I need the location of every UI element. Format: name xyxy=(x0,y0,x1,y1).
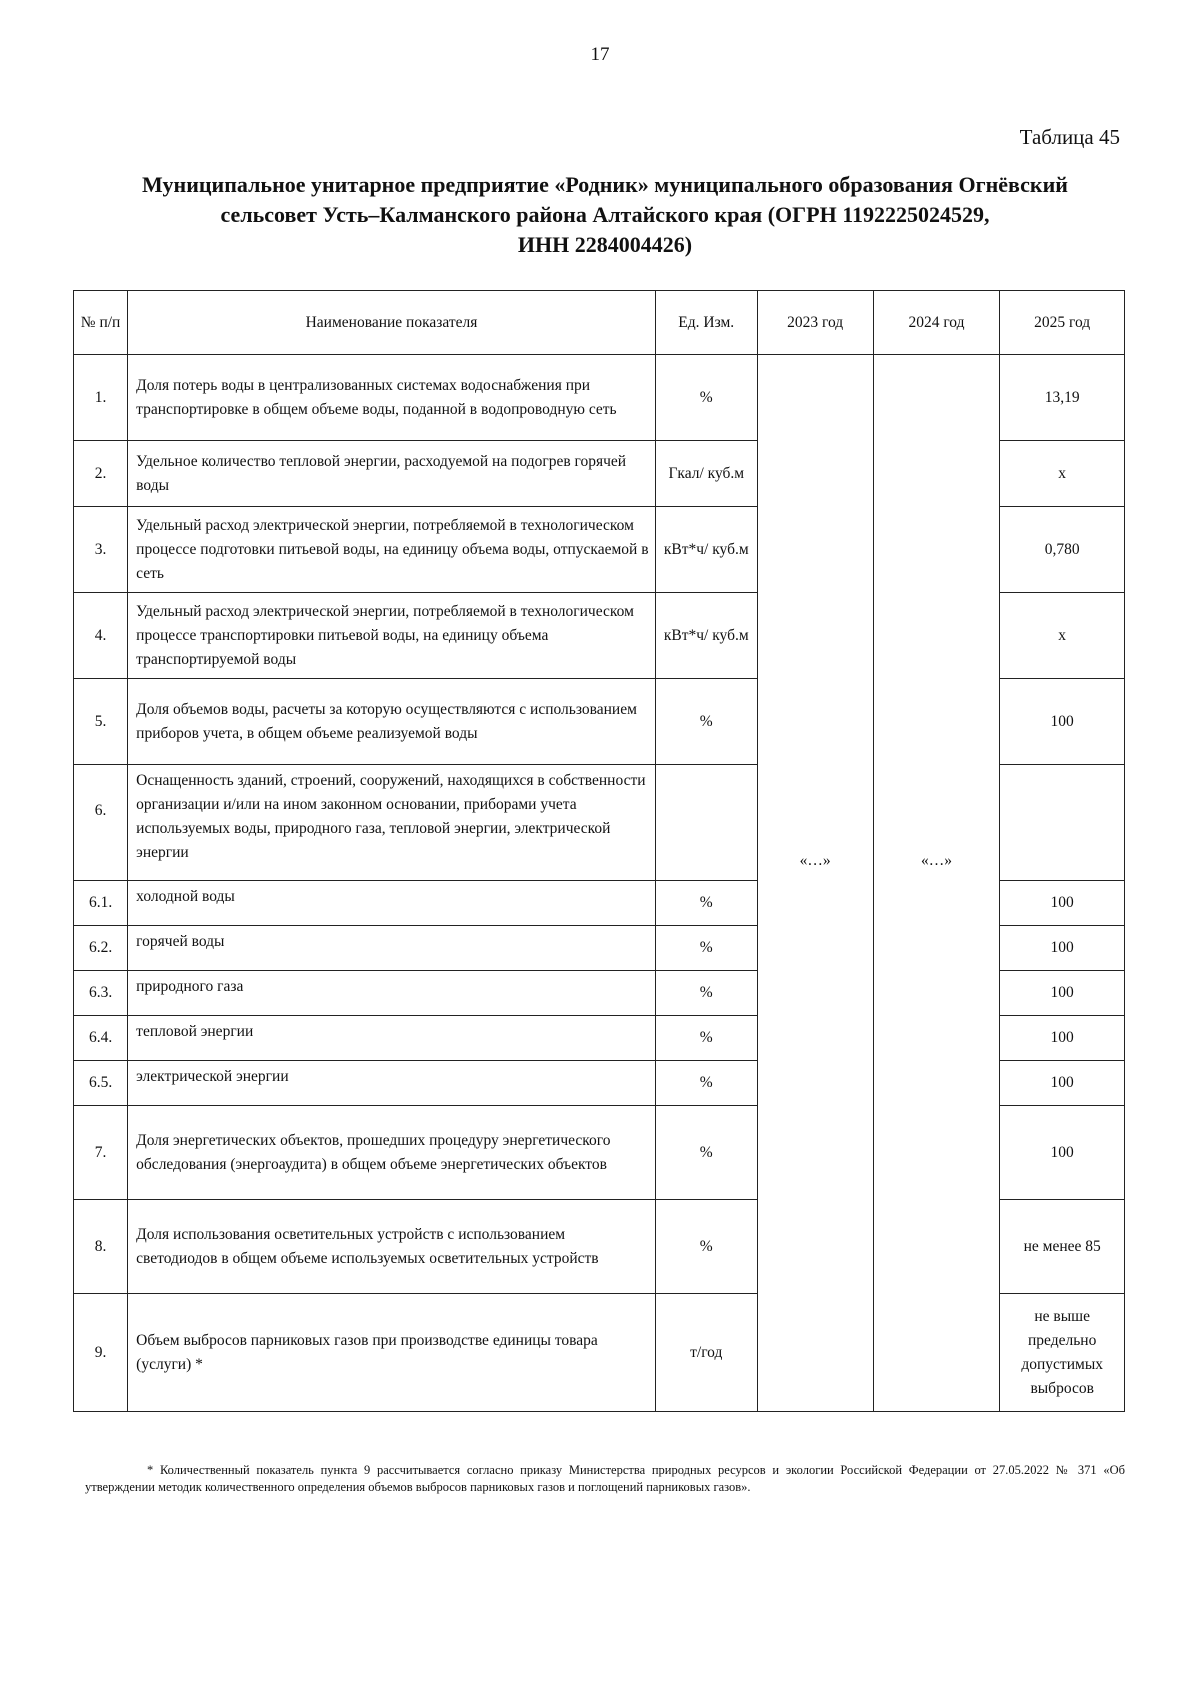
header-2023: 2023 год xyxy=(757,291,873,355)
row-num: 6.5. xyxy=(74,1061,128,1106)
row-value-2025: 100 xyxy=(1000,926,1125,971)
row-value-2025: 100 xyxy=(1000,1106,1125,1200)
title-line: сельсовет Усть–Калманского района Алтайского края (ОГРН 1192225024529, xyxy=(220,202,990,227)
row-name: Доля потерь воды в централизованных системах водоснабжения при транспортировке в общем объеме воды, поданной в водопроводную сеть xyxy=(128,355,656,441)
footnote: * Количественный показатель пункта 9 рассчитывается согласно приказу Министерства природных ресурсов и экологии Российской Федерации от 27.05.2022 № 371 «Об утверждении методик количественного определения объемов выбросов парниковых газов и поглощений парниковых газов». xyxy=(85,1463,1125,1494)
row-num: 3. xyxy=(74,507,128,593)
row-unit: % xyxy=(655,971,757,1016)
row-num: 6.2. xyxy=(74,926,128,971)
row-num: 6. xyxy=(74,765,128,881)
row-value-2025 xyxy=(1000,765,1125,881)
merged-2023-cell: «…» xyxy=(757,355,873,1412)
row-unit: кВт*ч/ куб.м xyxy=(655,507,757,593)
row-name: Удельный расход электрической энергии, потребляемой в технологическом процессе подготовки питьевой воды, на единицу объема воды, отпускаемой в сеть xyxy=(128,507,656,593)
title-line: Муниципальное унитарное предприятие «Родник» муниципального образования Огнёвский xyxy=(142,172,1068,197)
row-unit: % xyxy=(655,1200,757,1294)
row-name: Доля энергетических объектов, прошедших процедуру энергетического обследования (энергоаудита) в общем объеме энергетических объектов xyxy=(128,1106,656,1200)
row-name: природного газа xyxy=(128,971,656,1016)
row-value-2025: 100 xyxy=(1000,971,1125,1016)
table-caption: Таблица 45 xyxy=(1019,125,1120,149)
row-unit: Гкал/ куб.м xyxy=(655,441,757,507)
title-line: ИНН 2284004426) xyxy=(517,232,693,257)
row-value-2025: 100 xyxy=(1000,679,1125,765)
indicators-table xyxy=(73,290,1125,1412)
row-name: Доля использования осветительных устройств с использованием светодиодов в общем объеме используемых осветительных устройств xyxy=(128,1200,656,1294)
merged-2024-cell: «…» xyxy=(873,355,1000,1412)
row-num: 8. xyxy=(74,1200,128,1294)
header-2025: 2025 год xyxy=(1000,291,1125,355)
row-unit: % xyxy=(655,881,757,926)
row-value-2025: не менее 85 xyxy=(1000,1200,1125,1294)
row-name: Удельное количество тепловой энергии, расходуемой на подогрев горячей воды xyxy=(128,441,656,507)
row-name: Оснащенность зданий, строений, сооружений, находящихся в собственности организации и/или на ином законном основании, приборами учета используемых воды, природного газа, тепловой энергии, электрической энергии xyxy=(128,765,656,881)
row-value-2025: 100 xyxy=(1000,881,1125,926)
table-row xyxy=(74,355,1125,441)
table-header-row xyxy=(74,291,1125,355)
row-unit: % xyxy=(655,1106,757,1200)
row-unit xyxy=(655,765,757,881)
row-value-2025: х xyxy=(1000,441,1125,507)
row-num: 7. xyxy=(74,1106,128,1200)
row-value-2025: не выше предельно допустимых выбросов xyxy=(1000,1294,1125,1412)
row-name: Объем выбросов парниковых газов при производстве единицы товара (услуги) * xyxy=(128,1294,656,1412)
row-num: 9. xyxy=(74,1294,128,1412)
row-unit: % xyxy=(655,679,757,765)
row-value-2025: 100 xyxy=(1000,1061,1125,1106)
page-number: 17 xyxy=(590,44,610,65)
row-value-2025: 13,19 xyxy=(1000,355,1125,441)
row-num: 6.3. xyxy=(74,971,128,1016)
header-2024: 2024 год xyxy=(873,291,1000,355)
row-unit: % xyxy=(655,355,757,441)
row-num: 2. xyxy=(74,441,128,507)
row-num: 1. xyxy=(74,355,128,441)
row-name: Доля объемов воды, расчеты за которую осуществляются с использованием приборов учета, в общем объеме реализуемой воды xyxy=(128,679,656,765)
row-name: тепловой энергии xyxy=(128,1016,656,1061)
header-num: № п/п xyxy=(74,291,128,355)
row-num: 4. xyxy=(74,593,128,679)
row-name: электрической энергии xyxy=(128,1061,656,1106)
row-name: Удельный расход электрической энергии, потребляемой в технологическом процессе транспортировки питьевой воды, на единицу объема транспортируемой воды xyxy=(128,593,656,679)
row-name: горячей воды xyxy=(128,926,656,971)
row-value-2025: 100 xyxy=(1000,1016,1125,1061)
row-unit: % xyxy=(655,1016,757,1061)
row-unit: т/год xyxy=(655,1294,757,1412)
row-num: 5. xyxy=(74,679,128,765)
row-unit: % xyxy=(655,1061,757,1106)
row-num: 6.1. xyxy=(74,881,128,926)
header-name: Наименование показателя xyxy=(128,291,656,355)
document-title xyxy=(70,170,1140,260)
header-unit: Ед. Изм. xyxy=(655,291,757,355)
row-unit: кВт*ч/ куб.м xyxy=(655,593,757,679)
row-num: 6.4. xyxy=(74,1016,128,1061)
row-value-2025: х xyxy=(1000,593,1125,679)
row-unit: % xyxy=(655,926,757,971)
row-value-2025: 0,780 xyxy=(1000,507,1125,593)
row-name: холодной воды xyxy=(128,881,656,926)
